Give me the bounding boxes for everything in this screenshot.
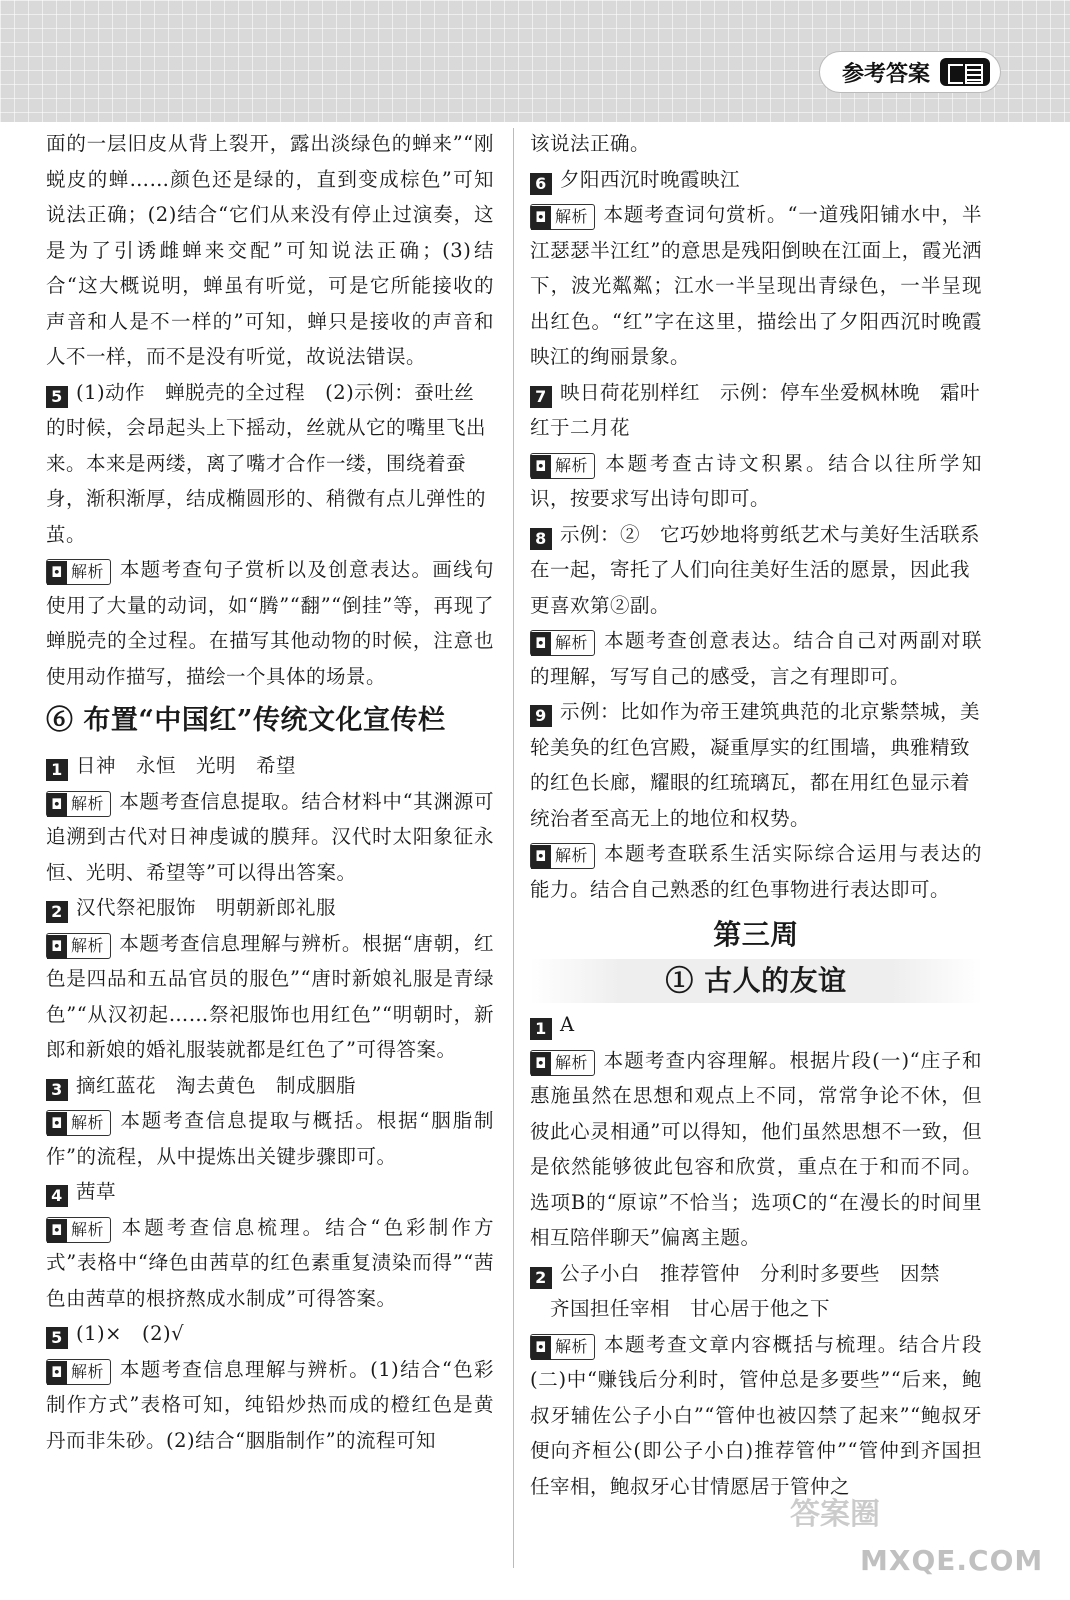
week-title: 第三周 (713, 918, 799, 951)
answer-text: (1)动作 蝉脱壳的全过程 (2)示例：蚕吐丝的时候，会昂起头上下摇动，丝就从它的嘴里飞出来。本来是两缕，离了嘴才合作一缕，围绕着蚕身，渐积渐厚，结成椭圆形的、稍微有点儿弹性的茧。 (46, 380, 487, 546)
answer-text: 摘红蓝花 淘去黄色 制成胭脂 (76, 1073, 357, 1097)
analysis-icon: ◘ (47, 561, 67, 585)
question-number: 2 (530, 1267, 552, 1289)
answer-text: 夕阳西沉时晚霞映江 (560, 167, 741, 191)
explanation-text: 本题考查文章内容概括与梳理。结合片段(二)中“赚钱后分利时，管仲总是多要些”“后来，鲍叔牙辅佐公子小白”“管仲也被囚禁了起来”“鲍叔牙便向齐桓公(即公子小白)推荐管仲”“管仲到齐国担任宰相，鲍叔牙心甘情愿居于管仲之 (530, 1332, 982, 1498)
analysis-icon: ◘ (47, 1219, 67, 1243)
analysis-tag: ◘ 解析 (530, 453, 595, 479)
answer-text: 公子小白 推荐管仲 分利时多要些 因禁 (560, 1261, 941, 1285)
answer-item (530, 1256, 982, 1292)
answer-key-tab (820, 52, 1000, 92)
answer-item (46, 1068, 494, 1104)
analysis-icon: ◘ (531, 1336, 551, 1360)
answer-item (46, 1316, 494, 1352)
explanation-text: 本题考查信息理解与辨析。(1)结合“色彩制作方式”表格可知，纯铅炒热而成的橙红色是黄丹而非朱砂。(2)结合“胭脂制作”的流程可知 (46, 1357, 494, 1452)
analysis-tag: ◘ 解析 (530, 1334, 595, 1360)
analysis-tag: ◘ 解析 (46, 791, 111, 817)
question-number: 7 (530, 386, 552, 408)
column-divider (513, 128, 514, 1568)
explanation-text: 本题考查信息理解与辨析。根据“唐朝，红色是四品和五品官员的服色”“唐时新娘礼服是青绿色”“从汉初起……祭祀服饰也用红色”“明朝时，新郎和新娘的婚礼服装就都是红色了”可得答案。 (46, 931, 494, 1061)
analysis-tag: ◘ 解析 (46, 933, 111, 959)
analysis-icon: ◘ (47, 1112, 67, 1136)
answer-item (530, 162, 982, 198)
answer-text: 日神 永恒 光明 希望 (76, 754, 297, 777)
answer-text: 茜草 (76, 1180, 117, 1203)
analysis-tag: ◘ 解析 (46, 1110, 111, 1136)
answer-text: A (560, 1013, 575, 1036)
analysis-icon: ◘ (531, 455, 551, 479)
explanation (46, 784, 494, 891)
explanation-text: 本题考查句子赏析以及创意表达。画线句使用了大量的动词，如“腾”“翻”“倒挂”等，再现了蝉脱壳的全过程。在描写其他动物的时候，注意也使用动作描写，描绘一个具体的场景。 (46, 558, 494, 688)
explanation (530, 1327, 982, 1505)
answer-item (46, 1174, 494, 1210)
watermark-domain: MXQE.COM (860, 1544, 1044, 1577)
explanation (530, 446, 982, 517)
analysis-icon: ◘ (47, 793, 67, 817)
answer-key-label: 参考答案 (841, 61, 930, 87)
analysis-tag: ◘ 解析 (46, 1217, 111, 1243)
answer-text: 映日荷花别样红 示例：停车坐爱枫林晚 霜叶红于二月花 (530, 380, 981, 439)
explanation-text: 本题考查内容理解。根据片段(一)“庄子和惠施虽然在思想和观点上不同，常常争论不休，但彼此心灵相通”可以得知，他们虽然思想不一致，但是依然能够彼此包容和欣赏，重点在于和而不同。选项B的“原谅”不恰当；选项C的“在漫长的时间里相互陪伴聊天”偏离主题。 (530, 1048, 982, 1249)
explanation-text: 本题考查信息提取。结合材料中“其渊源可追溯到古代对日神虔诚的膜拜。汉代时太阳象征永恒、光明、希望等”可以得出答案。 (46, 789, 494, 884)
left-column (46, 126, 494, 1458)
question-number: 3 (46, 1079, 68, 1101)
explanation-text: 本题考查古诗文积累。结合以往所学知识，按要求写出诗句即可。 (530, 451, 982, 510)
book-icon (940, 58, 990, 86)
analysis-icon: ◘ (531, 632, 551, 656)
answer-text: (1)× (2)√ (76, 1322, 185, 1345)
explanation-text: 本题考查信息梳理。结合“色彩制作方式”表格中“绛色由茜草的红色素重复渍染而得”“茜色由茜草的根挤熬成水制成”可得答案。 (46, 1215, 494, 1310)
answer-text: 汉代祭祀服饰 明朝新郎礼服 (76, 896, 337, 919)
question-number: 8 (530, 528, 552, 550)
explanation-text: 本题考查信息提取与概括。根据“胭脂制作”的流程，从中提炼出关键步骤即可。 (46, 1109, 494, 1168)
explanation (530, 623, 982, 694)
answer-item (530, 1007, 982, 1043)
question-number: 9 (530, 705, 552, 727)
explanation-text: 本题考查词句赏析。“一道残阳铺水中，半江瑟瑟半江红”的意思是残阳倒映在江面上，霞光洒下，波光粼粼；江水一半呈现出青绿色，一半呈现出红色。“红”字在这里，描绘出了夕阳西沉时晚霞映江的绚丽景象。 (530, 203, 982, 368)
answer-item (530, 517, 982, 624)
analysis-tag: ◘ 解析 (530, 1050, 595, 1076)
analysis-icon: ◘ (47, 1361, 67, 1385)
section-title: ⑥ 布置“中国红”传统文化宣传栏 (46, 705, 446, 736)
right-column (530, 126, 982, 1504)
page-header (0, 0, 1070, 122)
explanation (46, 1210, 494, 1317)
explanation (530, 197, 982, 375)
explanation (530, 1043, 982, 1256)
question-number: 5 (46, 1327, 68, 1349)
explanation (46, 1103, 494, 1174)
analysis-icon: ◘ (47, 935, 67, 959)
analysis-tag: ◘ 解析 (530, 630, 595, 656)
analysis-icon: ◘ (531, 1052, 551, 1076)
explanation (46, 1352, 494, 1459)
answer-item (530, 694, 982, 836)
analysis-tag: ◘ 解析 (46, 1359, 111, 1385)
answer-text: 示例：比如作为帝王建筑典范的北京紫禁城，美轮美奂的红色宫殿，凝重厚实的红围墙，典雅精致的红色长廊，耀眼的红琉璃瓦，都在用红色显示着统治者至高无上的地位和权势。 (530, 700, 981, 830)
question-number: 6 (530, 173, 552, 195)
watermark-logo: 答案圈 (790, 1497, 880, 1532)
explanation-text: 本题考查创意表达。结合自己对两副对联的理解，写写自己的感受，言之有理即可。 (530, 629, 982, 688)
answer-item (46, 890, 494, 926)
answer-item (46, 748, 494, 784)
answer-text: 示例：② 它巧妙地将剪纸艺术与美好生活联系在一起，寄托了人们向往美好生活的愿景，因此我更喜欢第②副。 (530, 522, 981, 617)
paragraph: 面的一层旧皮从背上裂开，露出淡绿色的蝉来”“刚蜕皮的蝉……颜色还是绿的，直到变成棕色”可知说法正确；(2)结合“它们从来没有停止过演奏，这是为了引诱雌蝉来交配”可知说法正确；(3)结合“这大概说明，蝉虽有听觉，可是它所能接收的声音和人是不一样的”可知，蝉只是接收的声音和人不一样，而不是没有听觉，故说法错误。 (46, 132, 494, 368)
question-number: 5 (46, 386, 68, 408)
answer-text-continued: 齐国担任宰相 甘心居于他之下 (550, 1297, 831, 1320)
question-number: 4 (46, 1185, 68, 1207)
question-number: 1 (46, 759, 68, 781)
paragraph: 该说法正确。 (530, 132, 651, 155)
analysis-tag: ◘ 解析 (530, 204, 595, 230)
question-number: 1 (530, 1018, 552, 1040)
explanation (530, 836, 982, 907)
answer-item (46, 375, 494, 553)
analysis-icon: ◘ (531, 206, 551, 230)
answer-item (530, 375, 982, 446)
analysis-tag: ◘ 解析 (46, 559, 111, 585)
lesson-title: ① 古人的友谊 (530, 959, 982, 1003)
question-number: 2 (46, 901, 68, 923)
analysis-tag: ◘ 解析 (530, 843, 595, 869)
explanation (46, 552, 494, 694)
explanation (46, 926, 494, 1068)
analysis-icon: ◘ (531, 845, 551, 869)
explanation-text: 本题考查联系生活实际综合运用与表达的能力。结合自己熟悉的红色事物进行表达即可。 (530, 842, 982, 901)
